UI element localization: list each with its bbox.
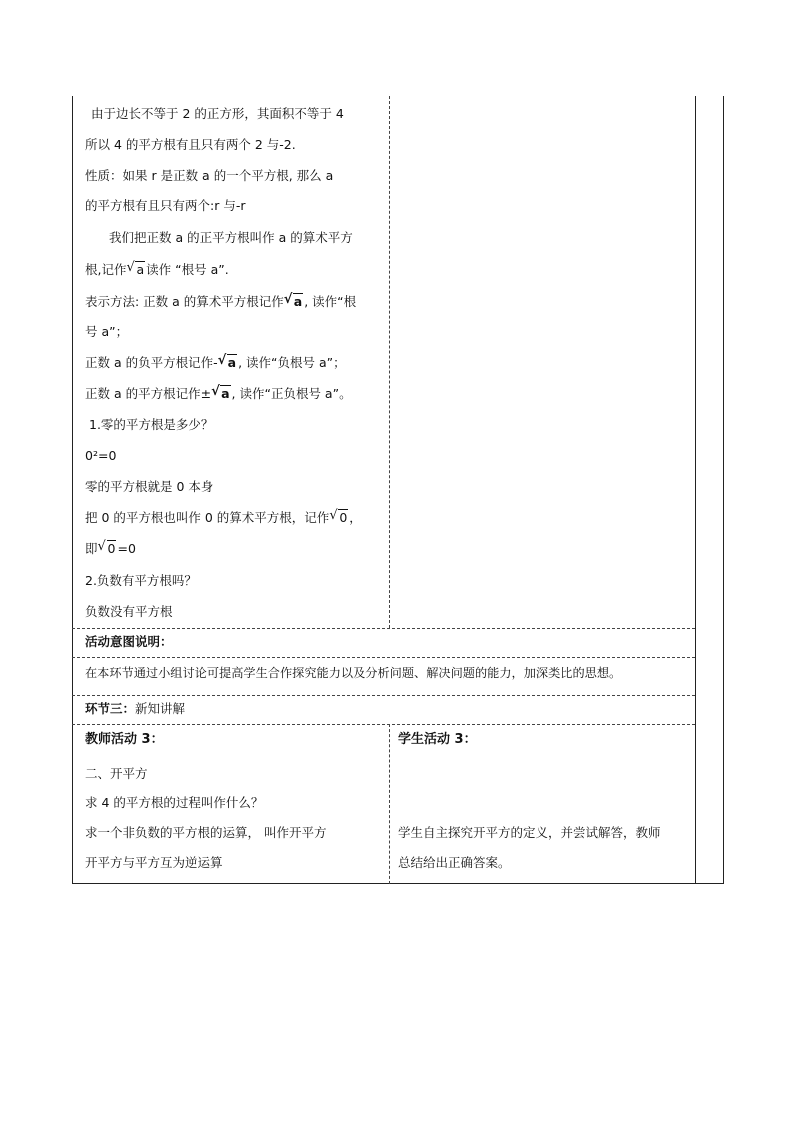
text: 根,记作 [85, 262, 127, 277]
row-divider-intent-text [72, 657, 695, 658]
text: ， [349, 510, 362, 525]
sqrt-symbol [218, 355, 237, 371]
text: 表示方法: 正数 a 的算术平方根记作 [85, 294, 284, 309]
section-label: 环节三： [85, 701, 136, 716]
table-border-bottom [72, 883, 724, 884]
zero-question: 1.零的平方根是多少？ [89, 417, 214, 432]
text: 正数 a 的负平方根记作- [85, 355, 218, 370]
student-activity-header: 学生活动 3： [398, 732, 477, 747]
text-line: 的平方根有且只有两个:r 与-r [85, 198, 246, 213]
sqrt-symbol [126, 262, 145, 278]
negative-question: 2.负数有平方根吗？ [85, 573, 197, 588]
text: , 读作“正负根号 a”。 [231, 386, 352, 401]
teacher-line: 求 4 的平方根的过程叫作什么？ [85, 795, 264, 810]
notation-line2: 号 a”； [85, 324, 129, 339]
intent-text: 在本环节通过小组讨论可提高学生合作探究能力以及分析问题、解决问题的能力，加深类比的思想。 [85, 666, 622, 680]
teacher-line: 开平方与平方互为逆运算 [85, 855, 223, 870]
teacher-line: 求一个非负数的平方根的运算， 叫作开平方 [85, 825, 327, 840]
sqrt-symbol [98, 541, 117, 557]
section-title: 新知讲解 [135, 701, 186, 716]
intent-title: 活动意图说明： [85, 634, 173, 649]
radicand: a [227, 355, 237, 370]
text: =0 [117, 541, 136, 556]
text: 读作 “根号 a”. [146, 262, 229, 277]
text: , 读作“根 [304, 294, 357, 309]
section3-heading [85, 701, 185, 717]
table-border-left [72, 96, 73, 884]
sqrt-symbol [284, 294, 303, 310]
teacher-line: 二、开平方 [85, 766, 148, 781]
zero-arith-line2 [85, 541, 136, 557]
text-line: 由于边长不等于 2 的正方形，其面积不等于 4 [91, 106, 344, 121]
text-line: 性质：如果 r 是正数 a 的一个平方根, 那么 a [85, 168, 334, 183]
teacher-activity-header: 教师活动 3： [85, 732, 164, 747]
student-line: 学生自主探究开平方的定义，并尝试解答，教师 [398, 825, 661, 840]
radicand: a [221, 386, 230, 401]
zero-answer: 零的平方根就是 0 本身 [85, 479, 214, 494]
notation-plus-minus [85, 386, 352, 402]
sqrt-symbol [329, 510, 348, 526]
text: 把 0 的平方根也叫作 0 的算术平方根，记作 [85, 510, 330, 525]
student-line: 总结给出正确答案。 [398, 855, 511, 870]
radicand: a [293, 294, 303, 309]
text: 正数 a 的平方根记作± [85, 386, 212, 401]
notation-negative [85, 355, 346, 371]
text: , 读作“负根号 a”； [238, 355, 346, 370]
text-line: 所以 4 的平方根有且只有两个 2 与-2. [85, 137, 296, 152]
row-divider-intent [72, 628, 695, 629]
zero-equation: 0²=0 [85, 448, 117, 463]
row-divider-activity3 [72, 724, 695, 725]
table-border-right [723, 96, 724, 884]
arith-def-line1: 我们把正数 a 的正平方根叫作 a 的算术平方 [109, 230, 353, 245]
radicand: 0 [339, 510, 348, 525]
negative-answer: 负数没有平方根 [85, 604, 173, 619]
zero-arith-line [85, 510, 362, 526]
radicand: 0 [107, 541, 116, 556]
column-divider-upper [389, 96, 390, 628]
row-divider-section3 [72, 695, 695, 696]
radicand: a [136, 262, 145, 277]
arith-def-line2 [85, 262, 229, 278]
notation-line1 [85, 294, 356, 310]
table-inner-right-border [695, 96, 696, 884]
column-divider-lower [389, 724, 390, 884]
text: 即 [85, 541, 98, 556]
sqrt-symbol [211, 386, 230, 402]
